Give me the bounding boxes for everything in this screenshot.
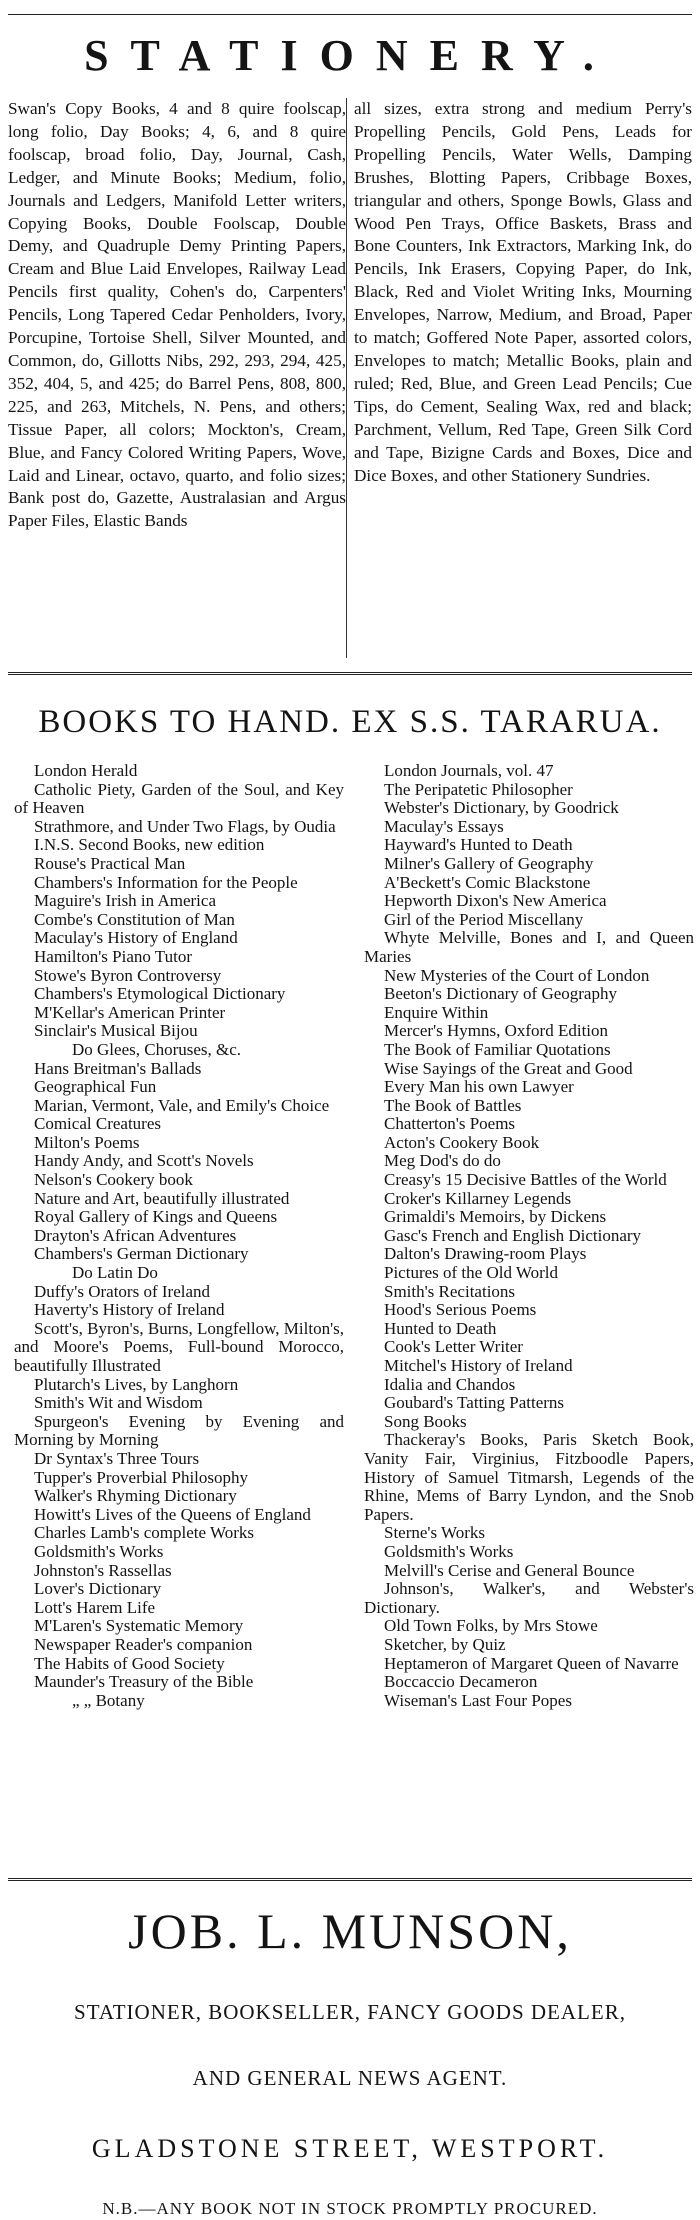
book-title: Goldsmith's Works	[34, 1541, 164, 1561]
book-title: Duffy's Orators of Ireland	[34, 1281, 211, 1301]
book-title: Enquire Within	[384, 1002, 489, 1022]
books-list-left	[14, 762, 344, 1710]
book-title: Comical Creatures	[34, 1114, 161, 1134]
book-title: Sketcher, by Quiz	[384, 1634, 506, 1654]
book-title: Johnston's Rassellas	[34, 1560, 172, 1580]
advertiser-agent: AND GENERAL NEWS AGENT.	[192, 2066, 508, 2090]
book-title: Sinclair's Musical Bijou	[34, 1021, 198, 1041]
advertiser-address: GLADSTONE STREET, WESTPORT.	[91, 2134, 609, 2163]
book-title: Gasc's French and English Dictionary	[384, 1225, 642, 1245]
book-title: Do Glees, Choruses, &c.	[72, 1039, 242, 1059]
stationery-column-right: all sizes, extra strong and medium Perry's Propelling Pencils, Gold Pens, Leads for Propelling Pencils, Water Wells, Damping Brushes, Blotting Papers, Cribbage Boxes, triangular and others, Sponge Bowls, Glass and Wood Pen Trays, Office Baskets, Brass and Bone Counters, Ink Extractors, Marking Ink, do Pencils, Ink Erasers, Copying Paper, do Ink, Black, Red and Violet Writing Inks, Mourning Envelopes, Narrow, Medium, and Broad, Paper to match; Goffered Note Paper, assorted colors, Envelopes to match; Metallic Books, plain and ruled; Red, Blue, and Green Lead Pencils; Cue Tips, do Cement, Sealing Wax, red and black; Parchment, Vellum, Red Tape, Green Silk Cord and Tape, Bizigne Cards and Boxes, Dice and Dice Boxes, and other Stationery Sundries.	[354, 99, 692, 485]
book-title: Wiseman's Last Four Popes	[384, 1690, 572, 1710]
book-title: Handy Andy, and Scott's Novels	[34, 1151, 254, 1171]
book-title: Maculay's History of England	[34, 928, 238, 948]
book-title: The Book of Battles	[384, 1095, 522, 1115]
advertiser-name: JOB. L. MUNSON,	[128, 1903, 572, 1959]
stationery-heading: STATIONERY.	[84, 31, 616, 80]
book-title: Plutarch's Lives, by Langhorn	[34, 1374, 239, 1394]
book-title: Scott's, Byron's, Burns, Longfellow, Milton's, and Moore's Poems, Full-bound Morocco, beautifully Illustrated	[14, 1318, 344, 1375]
book-title: Pictures of the Old World	[384, 1263, 558, 1283]
book-title: Nature and Art, beautifully illustrated	[34, 1188, 290, 1208]
book-title: Idalia and Chandos	[384, 1374, 516, 1394]
book-title: I.N.S. Second Books, new edition	[34, 835, 265, 855]
book-title: Webster's Dictionary, by Goodrick	[384, 798, 619, 818]
book-title: Nelson's Cookery book	[34, 1170, 193, 1190]
book-title: Meg Dod's do do	[384, 1151, 501, 1171]
book-title: London Journals, vol. 47	[384, 761, 554, 780]
book-title: Dr Syntax's Three Tours	[34, 1448, 200, 1468]
book-title: The Peripatetic Philosopher	[384, 779, 573, 799]
column-divider	[346, 98, 347, 658]
section-rule	[8, 672, 692, 675]
book-title: Catholic Piety, Garden of the Soul, and Key of Heaven	[14, 779, 344, 818]
book-title: Maunder's Treasury of the Bible	[34, 1672, 254, 1692]
advertiser-trade: STATIONER, BOOKSELLER, FANCY GOODS DEALER,	[74, 2000, 626, 2024]
advertiser-note: N.B.—ANY BOOK NOT IN STOCK PROMPTLY PROCURED.	[102, 2199, 598, 2218]
book-title: Chambers's Information for the People	[34, 872, 298, 892]
book-title: Whyte Melville, Bones and I, and Queen Maries	[364, 928, 694, 966]
book-title: Maguire's Irish in America	[34, 891, 216, 911]
book-title: Smith's Wit and Wisdom	[34, 1393, 203, 1413]
book-title: The Book of Familiar Quotations	[384, 1039, 611, 1059]
book-title: Old Town Folks, by Mrs Stowe	[384, 1616, 598, 1636]
book-title: Hunted to Death	[384, 1318, 497, 1338]
book-title: Maculay's Essays	[384, 816, 504, 836]
books-heading: BOOKS TO HAND. EX S.S. TARARUA.	[38, 704, 662, 740]
book-title: Beeton's Dictionary of Geography	[384, 984, 617, 1004]
book-title: Milner's Gallery of Geography	[384, 853, 594, 873]
book-title: Johnson's, Walker's, and Webster's Dictionary.	[364, 1579, 694, 1617]
book-title: Every Man his own Lawyer	[384, 1077, 574, 1097]
book-title: Wise Sayings of the Great and Good	[384, 1058, 633, 1078]
book-title: Cook's Letter Writer	[384, 1337, 523, 1357]
book-title: Mitchel's History of Ireland	[384, 1356, 573, 1375]
book-title: Spurgeon's Evening by Evening and Morning by Morning	[14, 1411, 344, 1450]
book-title: Girl of the Period Miscellany	[384, 909, 584, 929]
section-rule	[8, 1878, 692, 1881]
book-title: London Herald	[34, 761, 138, 780]
book-title: Do Latin Do	[72, 1263, 158, 1283]
book-title: Chatterton's Poems	[384, 1114, 516, 1134]
book-title: Dalton's Drawing-room Plays	[384, 1244, 587, 1264]
book-title: „ „ Botany	[72, 1690, 145, 1710]
book-title: Goldsmith's Works	[384, 1541, 514, 1561]
book-title: Stowe's Byron Controversy	[34, 965, 222, 985]
book-title: Charles Lamb's complete Works	[34, 1523, 254, 1543]
book-title: Combe's Constitution of Man	[34, 909, 235, 929]
book-title: Song Books	[384, 1411, 467, 1431]
book-title: Hood's Serious Poems	[384, 1300, 537, 1320]
book-title: Rouse's Practical Man	[34, 853, 186, 873]
book-title: Chambers's German Dictionary	[34, 1244, 249, 1264]
book-title: Chambers's Etymological Dictionary	[34, 984, 286, 1004]
book-title: Thackeray's Books, Paris Sketch Book, Vanity Fair, Virginius, Fitzboodle Papers, History of Samuel Titmarsh, Legends of the Rhine, Mems of Barry Lyndon, and the Snob Papers.	[364, 1430, 694, 1524]
book-title: Mercer's Hymns, Oxford Edition	[384, 1021, 609, 1041]
book-title: Tupper's Proverbial Philosophy	[34, 1467, 249, 1487]
book-title: Newspaper Reader's companion	[34, 1634, 253, 1654]
top-rule	[8, 14, 692, 15]
book-title: Lover's Dictionary	[34, 1579, 162, 1599]
books-list-right	[364, 762, 694, 1710]
book-title: Lott's Harem Life	[34, 1597, 156, 1617]
book-title: Goubard's Tatting Patterns	[384, 1393, 565, 1413]
book-title: Strathmore, and Under Two Flags, by Oudia	[34, 816, 336, 836]
book-title: Creasy's 15 Decisive Battles of the World	[384, 1170, 667, 1190]
book-title: Smith's Recitations	[384, 1281, 516, 1301]
book-title: New Mysteries of the Court of London	[384, 965, 650, 985]
book-title: Hamilton's Piano Tutor	[34, 946, 192, 966]
book-title: Hayward's Hunted to Death	[384, 835, 573, 855]
book-title: M'Kellar's American Printer	[34, 1002, 226, 1022]
stationery-column-left: Swan's Copy Books, 4 and 8 quire foolscap, long folio, Day Books; 4, 6, and 8 quire foolscap, broad folio, Day, Journal, Cash, Ledger, and Minute Books; Medium, folio, Journals and Ledgers, Manifold Letter writers, Copying Books, Double Foolscap, Double Demy, and Quadruple Demy Printing Papers, Cream and Blue Laid Envelopes, Railway Lead Pencils first quality, Cohen's do, Carpenters' Pencils, Long Tapered Cedar Penholders, Ivory, Porcupine, Tortoise Shell, Silver Mounted, and Common, do, Gillotts Nibs, 292, 293, 294, 425, 352, 404, 5, and 425; do Barrel Pens, 808, 800, 225, and 263, Mitchels, N. Pens, and others; Tissue Paper, all colors; Mockton's, Cream, Blue, and Fancy Colored Writing Papers, Wove, Laid and Linear, octavo, quarto, and folio sizes; Bank post do, Gazette, Australasian and Argus Paper Files, Elastic Bands	[8, 99, 346, 531]
book-title: Grimaldi's Memoirs, by Dickens	[384, 1207, 607, 1227]
book-title: Milton's Poems	[34, 1132, 140, 1152]
book-title: A'Beckett's Comic Blackstone	[384, 872, 591, 892]
book-title: Walker's Rhyming Dictionary	[34, 1486, 237, 1506]
book-title: Melvill's Cerise and General Bounce	[384, 1560, 635, 1580]
book-title: Geographical Fun	[34, 1077, 157, 1097]
book-title: Heptameron of Margaret Queen of Navarre	[384, 1653, 679, 1673]
book-title: Croker's Killarney Legends	[384, 1188, 572, 1208]
book-title: Hepworth Dixon's New America	[384, 891, 607, 911]
book-title: Howitt's Lives of the Queens of England	[34, 1504, 311, 1524]
book-title: Royal Gallery of Kings and Queens	[34, 1207, 278, 1227]
book-title: Haverty's History of Ireland	[34, 1300, 225, 1320]
book-title: Boccaccio Decameron	[384, 1672, 538, 1692]
book-title: Marian, Vermont, Vale, and Emily's Choice	[34, 1095, 330, 1115]
book-title: Acton's Cookery Book	[384, 1132, 540, 1152]
book-title: Drayton's African Adventures	[34, 1225, 237, 1245]
book-title: Sterne's Works	[384, 1523, 486, 1543]
book-title: The Habits of Good Society	[34, 1653, 225, 1673]
book-title: M'Laren's Systematic Memory	[34, 1616, 244, 1636]
book-title: Hans Breitman's Ballads	[34, 1058, 202, 1078]
